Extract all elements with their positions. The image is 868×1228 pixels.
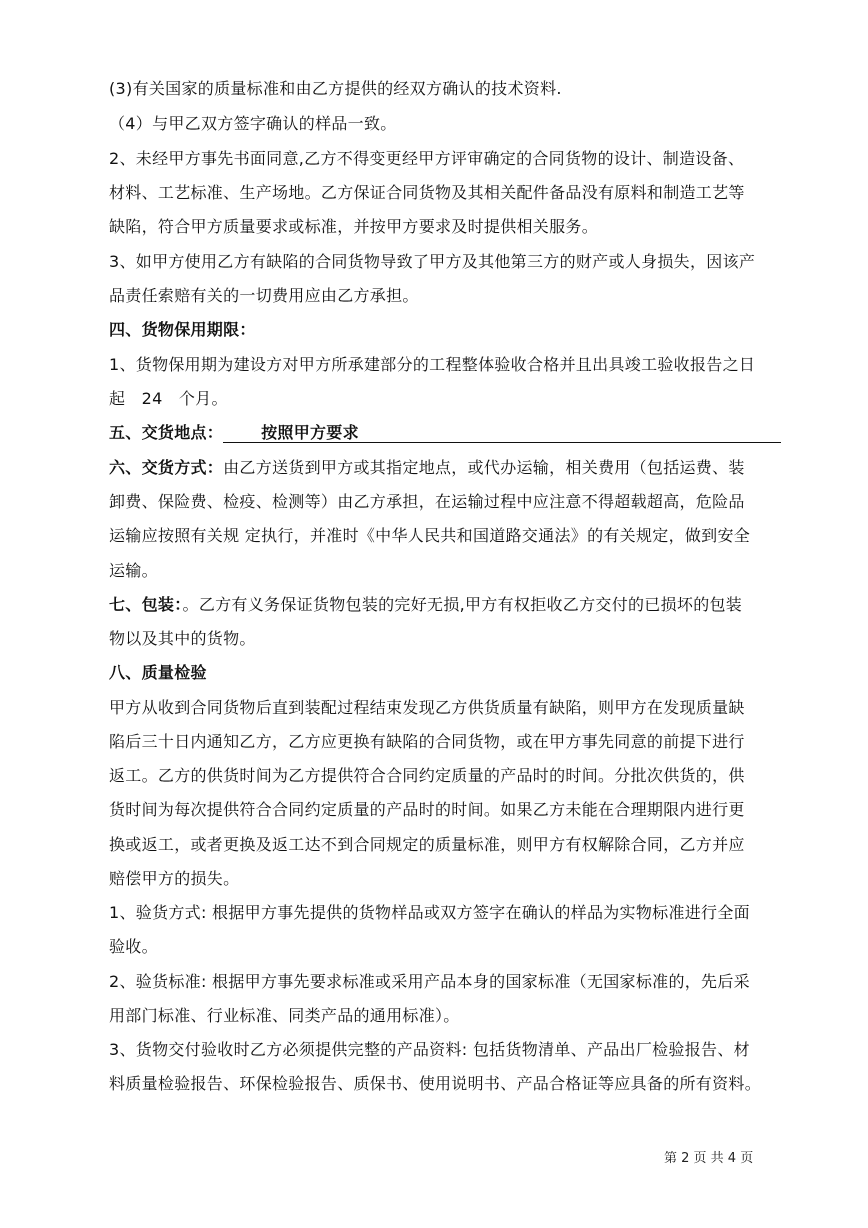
packaging-row — [109, 595, 742, 615]
packaging-text: 。乙方有义务保证货物包装的完好无损,甲方有权拒收乙方交付的已损坏的包装 — [182, 595, 743, 614]
paragraph-line: 料质量检验报告、环保检验报告、质保书、使用说明书、产品合格证等应具备的所有资料。 — [109, 1074, 762, 1093]
paragraph-line: 赔偿甲方的损失。 — [109, 869, 240, 888]
paragraph-line: 换或返工，或者更换及返工达不到合同规定的质量标准，则甲方有权解除合同，乙方并应 — [109, 835, 745, 854]
paragraph-line: 3、如甲方使用乙方有缺陷的合同货物导致了甲方及其他第三方的财产或人身损失，因该产 — [109, 252, 756, 271]
paragraph-line: 陷后三十日内通知乙方，乙方应更换有缺陷的合同货物，或在甲方事先同意的前提下进行 — [109, 732, 745, 751]
clause-4-line: （4）与甲乙双方签字确认的样品一致。 — [109, 114, 397, 133]
paragraph-line: 起 24 个月。 — [109, 389, 228, 408]
paragraph-line: 甲方从收到合同货物后直到装配过程结束发现乙方供货质量有缺陷，则甲方在发现质量缺 — [109, 698, 745, 717]
paragraph-line: 3、货物交付验收时乙方必须提供完整的产品资料: 包括货物清单、产品出厂检验报告、材 — [109, 1040, 750, 1059]
section-heading-warranty: 四、货物保用期限： — [109, 320, 256, 339]
paragraph-line: 2、未经甲方事先书面同意,乙方不得变更经甲方评审确定的合同货物的设计、制造设备、 — [109, 149, 745, 168]
section-heading-delivery-location: 五、交货地点： — [109, 423, 224, 442]
delivery-location-row — [109, 423, 781, 443]
paragraph-line: 卸费、保险费、检疫、检测等）由乙方承担，在运输过程中应注意不得超载超高，危险品 — [109, 492, 745, 511]
paragraph-line: 材料、工艺标准、生产场地。乙方保证合同货物及其相关配件备品没有原料和制造工艺等 — [109, 183, 745, 202]
paragraph-line: 验收。 — [109, 937, 158, 956]
section-heading-quality-inspection: 八、质量检验 — [109, 663, 207, 682]
delivery-method-row — [109, 458, 745, 478]
delivery-location-value: 按照甲方要求 — [223, 423, 781, 443]
delivery-method-text: 由乙方送货到甲方或其指定地点，或代办运输，相关费用（包括运费、装 — [223, 458, 745, 477]
paragraph-line: 运输应按照有关规 定执行，并准时《中华人民共和国道路交通法》的有关规定，做到安全 — [109, 526, 751, 545]
paragraph-line: 货时间为每次提供符合合同约定质量的产品时的时间。如果乙方未能在合理期限内进行更 — [109, 800, 745, 819]
paragraph-line: 返工。乙方的供货时间为乙方提供符合合同约定质量的产品时的时间。分批次供货的，供 — [109, 766, 745, 785]
paragraph-line: 1、验货方式: 根据甲方事先提供的货物样品或双方签字在确认的样品为实物标准进行全面 — [109, 903, 750, 922]
paragraph-line: 缺陷，符合甲方质量要求或标准，并按甲方要求及时提供相关服务。 — [109, 217, 599, 236]
section-heading-delivery-method: 六、交货方式： — [109, 458, 224, 477]
paragraph-line: 品责任索赔有关的一切费用应由乙方承担。 — [109, 286, 419, 305]
section-heading-packaging: 七、包装： — [109, 595, 183, 614]
paragraph-line: 物以及其中的货物。 — [109, 629, 256, 648]
paragraph-line: 运输。 — [109, 561, 158, 580]
paragraph-line: 用部门标准、行业标准、同类产品的通用标准）。 — [109, 1006, 460, 1025]
page-number-footer: 第 2 页 共 4 页 — [664, 1151, 754, 1166]
clause-3-line: (3)有关国家的质量标准和由乙方提供的经双方确认的技术资料. — [109, 79, 562, 98]
paragraph-line: 2、验货标准: 根据甲方事先要求标准或采用产品本身的国家标准（无国家标准的，先后采 — [109, 972, 750, 991]
paragraph-line: 1、货物保用期为建设方对甲方所承建部分的工程整体验收合格并且出具竣工验收报告之日 — [109, 355, 756, 374]
